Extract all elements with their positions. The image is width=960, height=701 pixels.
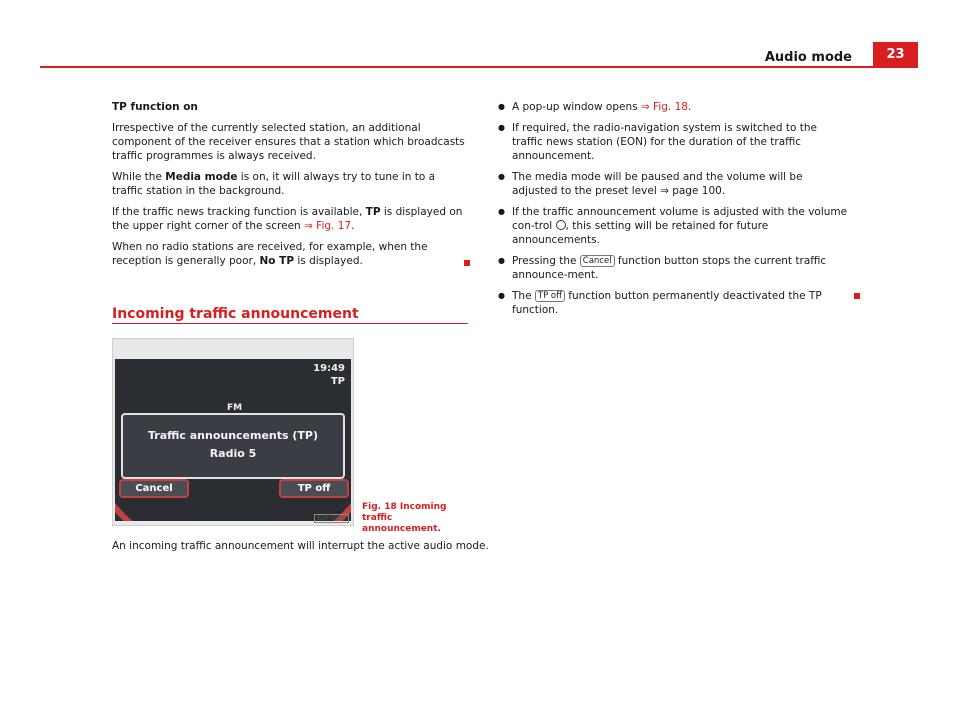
paragraph-1: Irrespective of the currently selected station, an additional component of the receiver ensures that a station which broadcasts traffic programmes is always received.: [112, 122, 465, 162]
fig18-link[interactable]: ⇒ Fig. 18: [640, 101, 688, 113]
paragraph-2: While the Media mode is on, it will always try to tune in to a traffic station in the background.: [112, 171, 436, 197]
section-end-marker: [464, 260, 470, 266]
paragraph-4: When no radio stations are received, for example, when the reception is generally poor, No TP is displayed.: [112, 240, 468, 268]
section-end-marker-right: [854, 293, 860, 299]
cancel-button[interactable]: Cancel: [119, 479, 189, 498]
figure-18: [112, 338, 354, 526]
traffic-popup: [121, 413, 345, 479]
page-number: 23: [873, 42, 918, 68]
tp-off-key: TP off: [535, 290, 565, 302]
bullet-4: ● If the traffic announcement volume is adjusted with the volume con-trol , this setting will be retained for future announcements.: [498, 205, 850, 247]
radio-screen: [115, 359, 351, 521]
tp-indicator: TP: [330, 376, 345, 387]
tp-off-button[interactable]: TP off: [279, 479, 349, 498]
figure-caption: Fig. 18 Incoming traffic announcement.: [362, 502, 447, 534]
popup-title: Traffic announcements (TP): [147, 429, 319, 442]
paragraph-3: If the traffic news tracking function is available, TP is displayed on the upper right corner of the screen ⇒ Fig. 17.: [112, 206, 463, 232]
band-label: FM: [227, 403, 243, 413]
image-code: B5P-0524: [314, 514, 349, 523]
paragraph-after-figure: An incoming traffic announcement will interrupt the active audio mode.: [112, 540, 489, 552]
tp-heading: TP function on: [112, 101, 198, 113]
section-title: Incoming traffic announcement: [112, 306, 359, 322]
bullet-3: ● The media mode will be paused and the volume will be adjusted to the preset level ⇒ page 100.: [498, 170, 850, 198]
popup-station: Radio 5: [209, 447, 257, 460]
page-header-title: Audio mode: [764, 50, 852, 65]
header-rule: [40, 66, 918, 68]
left-column: [112, 100, 468, 275]
right-column: [498, 100, 850, 324]
bullet-5: ● Pressing the Cancel function button stops the current traffic announce-ment.: [498, 254, 850, 282]
fig17-link[interactable]: ⇒ Fig. 17: [304, 220, 352, 232]
cancel-key: Cancel: [580, 255, 615, 267]
bullet-2: ● If required, the radio-navigation system is switched to the traffic news station (EON) for the duration of the traffic announcement.: [498, 121, 850, 163]
status-readout: [313, 362, 345, 388]
volume-knob-icon: [556, 220, 566, 230]
section-rule: [112, 323, 468, 324]
bullet-6: ● The TP off function button permanently deactivated the TP function.: [498, 289, 850, 317]
clock-time: 19:49: [313, 363, 345, 374]
bullet-1: ● A pop-up window opens ⇒ Fig. 18.: [498, 100, 850, 114]
